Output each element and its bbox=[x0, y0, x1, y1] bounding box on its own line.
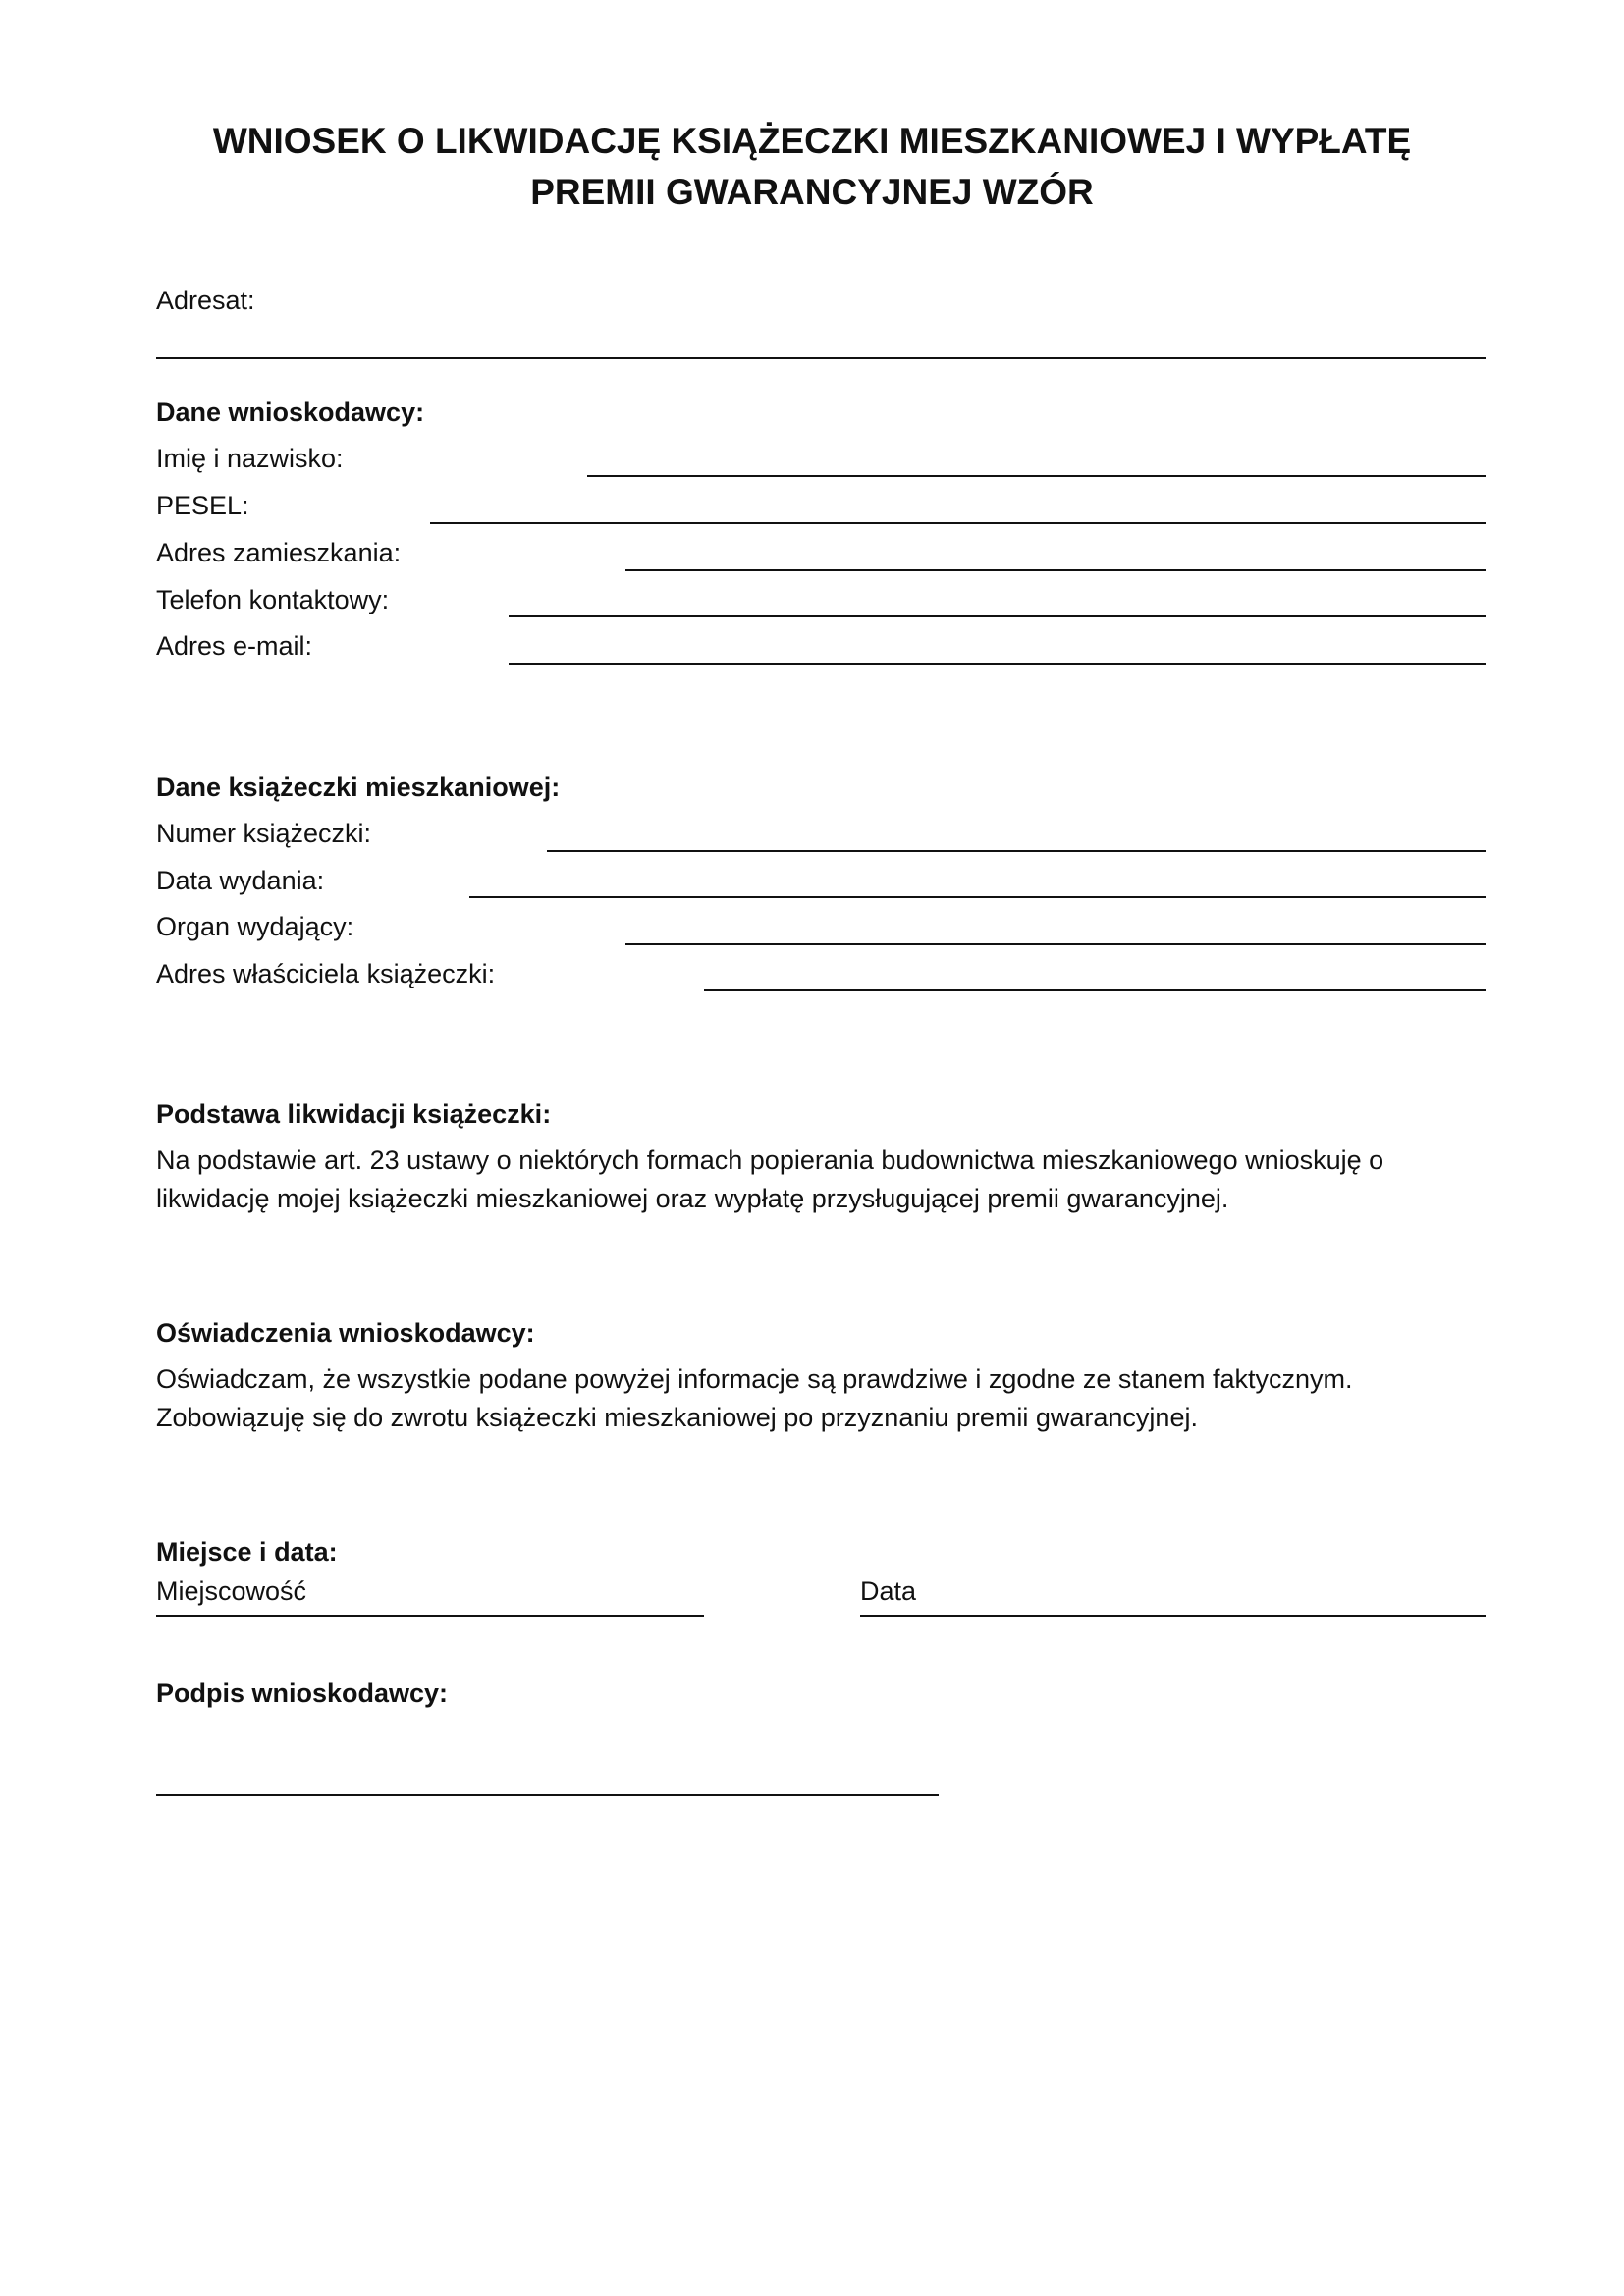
issue-date-field[interactable] bbox=[469, 896, 1486, 898]
basis-line-2: likwidację mojej książeczki mieszkaniowej oraz wypłatę przysługującej premii gwarancyjnej. bbox=[156, 1184, 1229, 1213]
phone-field[interactable] bbox=[509, 615, 1486, 617]
title-line-2: PREMII GWARANCYJNEJ WZÓR bbox=[530, 172, 1094, 212]
basis-paragraph bbox=[156, 1142, 1491, 1218]
booklet-number-label: Numer książeczki: bbox=[156, 819, 372, 848]
email-label: Adres e-mail: bbox=[156, 631, 313, 661]
home-address-field[interactable] bbox=[625, 569, 1486, 571]
applicant-name-field[interactable] bbox=[587, 475, 1486, 477]
pesel-label: PESEL: bbox=[156, 491, 249, 520]
booklet-number-field[interactable] bbox=[547, 850, 1486, 852]
statements-line-2: Zobowiązuję się do zwrotu książeczki mieszkaniowej po przyznaniu premii gwarancyjnej. bbox=[156, 1403, 1198, 1432]
issuing-authority-label: Organ wydający: bbox=[156, 912, 354, 941]
statements-line-1: Oświadczam, że wszystkie podane powyżej informacje są prawdziwe i zgodne ze stanem faktycznym. bbox=[156, 1364, 1353, 1394]
booklet-heading: Dane książeczki mieszkaniowej: bbox=[156, 773, 561, 802]
phone-label: Telefon kontaktowy: bbox=[156, 585, 390, 614]
pesel-field[interactable] bbox=[430, 522, 1486, 524]
title-line-1: WNIOSEK O LIKWIDACJĘ KSIĄŻECZKI MIESZKANIOWEJ I WYPŁATĘ bbox=[212, 121, 1412, 161]
statements-paragraph bbox=[156, 1361, 1491, 1437]
applicant-heading: Dane wnioskodawcy: bbox=[156, 398, 425, 427]
issue-date-label: Data wydania: bbox=[156, 866, 325, 895]
basis-heading: Podstawa likwidacji książeczki: bbox=[156, 1099, 552, 1129]
place-date-heading: Miejsce i data: bbox=[156, 1537, 338, 1567]
basis-line-1: Na podstawie art. 23 ustawy o niektórych formach popierania budownictwa mieszkaniowego wnioskuję o bbox=[156, 1146, 1384, 1175]
date-label: Data bbox=[860, 1576, 917, 1606]
issuing-authority-field[interactable] bbox=[625, 943, 1486, 945]
document-title bbox=[137, 116, 1487, 218]
date-field[interactable] bbox=[860, 1615, 1486, 1617]
addressee-field-line[interactable] bbox=[156, 357, 1486, 359]
signature-field[interactable] bbox=[156, 1794, 939, 1796]
email-field[interactable] bbox=[509, 663, 1486, 665]
place-field[interactable] bbox=[156, 1615, 704, 1617]
addressee-label: Adresat: bbox=[156, 286, 255, 315]
owner-address-field[interactable] bbox=[704, 989, 1486, 991]
owner-address-label: Adres właściciela książeczki: bbox=[156, 959, 496, 988]
statements-heading: Oświadczenia wnioskodawcy: bbox=[156, 1318, 535, 1348]
place-label: Miejscowość bbox=[156, 1576, 307, 1606]
applicant-name-label: Imię i nazwisko: bbox=[156, 444, 344, 473]
signature-heading: Podpis wnioskodawcy: bbox=[156, 1679, 449, 1708]
home-address-label: Adres zamieszkania: bbox=[156, 538, 402, 567]
